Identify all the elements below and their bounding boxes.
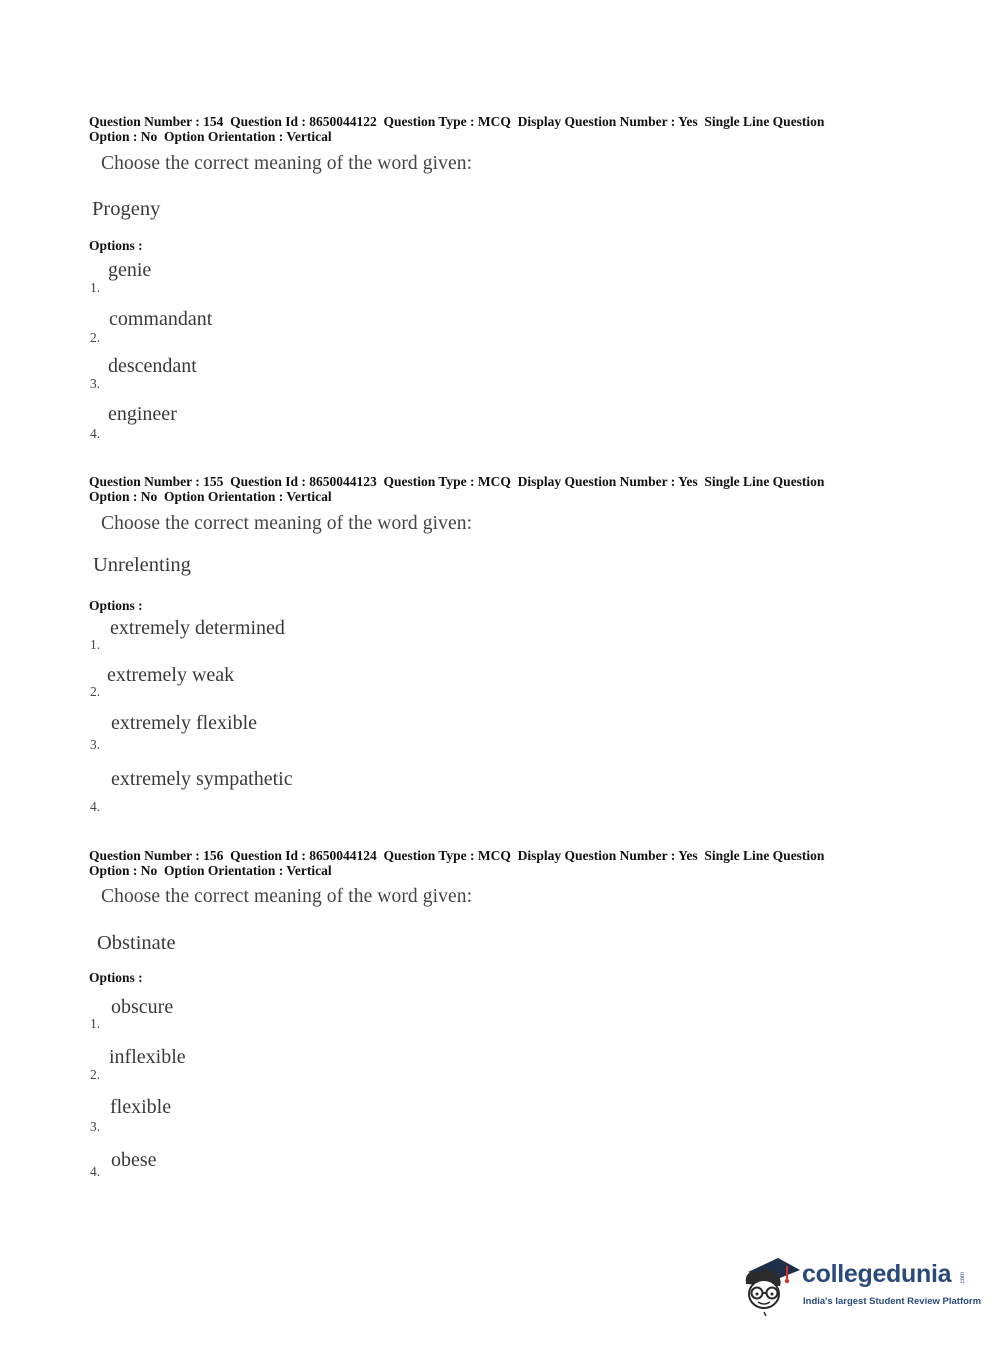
logo-name: collegedunia [802,1260,952,1288]
option-text: extremely weak [107,664,235,686]
question-block-155 [89,474,889,824]
question-meta: Question Number : 156 Question Id : 8650044124 Question Type : MCQ Display Question Number : Yes Single Line Question Option : No Option Orientation : Vertical [89,848,825,878]
question-prompt: Choose the correct meaning of the word given: [101,513,473,534]
option-number: 4. [90,1164,101,1179]
logo-suffix: .com [960,1272,966,1286]
option-text: descendant [108,355,197,377]
option-text: flexible [110,1096,172,1118]
logo-tagline: India's largest Student Review Platform [803,1296,982,1307]
option-number: 1. [90,280,101,295]
question-word: Obstinate [97,932,176,954]
question-meta: Question Number : 155 Question Id : 8650044123 Question Type : MCQ Display Question Number : Yes Single Line Question Option : No Option Orientation : Vertical [89,474,825,504]
mascot-icon [742,1250,802,1316]
option-text: engineer [108,403,177,425]
option-text: extremely flexible [111,712,258,734]
options-label: Options : [89,970,143,985]
question-block-154 [89,114,889,444]
option-number: 2. [90,330,101,345]
option-number: 4. [90,426,101,441]
option-text: inflexible [109,1046,186,1068]
option-text: extremely determined [110,617,285,639]
collegedunia-logo[interactable] [742,1250,982,1320]
question-prompt: Choose the correct meaning of the word given: [101,886,473,907]
option-number: 4. [90,799,101,814]
option-number: 2. [90,684,101,699]
option-number: 1. [90,637,101,652]
options-label: Options : [89,598,143,613]
option-text: obese [111,1149,157,1171]
option-text: genie [108,259,152,281]
option-text: commandant [109,308,213,330]
question-meta: Question Number : 154 Question Id : 8650044122 Question Type : MCQ Display Question Number : Yes Single Line Question Option : No Option Orientation : Vertical [89,114,825,144]
option-number: 3. [90,1119,101,1134]
question-word: Unrelenting [93,554,191,576]
option-number: 3. [90,737,101,752]
options-label: Options : [89,238,143,253]
question-prompt: Choose the correct meaning of the word given: [101,153,473,174]
question-block-156 [89,848,889,1188]
option-text: extremely sympathetic [111,768,293,790]
option-number: 3. [90,376,101,391]
option-number: 2. [90,1067,101,1082]
option-number: 1. [90,1016,101,1031]
question-word: Progeny [92,198,161,220]
option-text: obscure [111,996,174,1018]
